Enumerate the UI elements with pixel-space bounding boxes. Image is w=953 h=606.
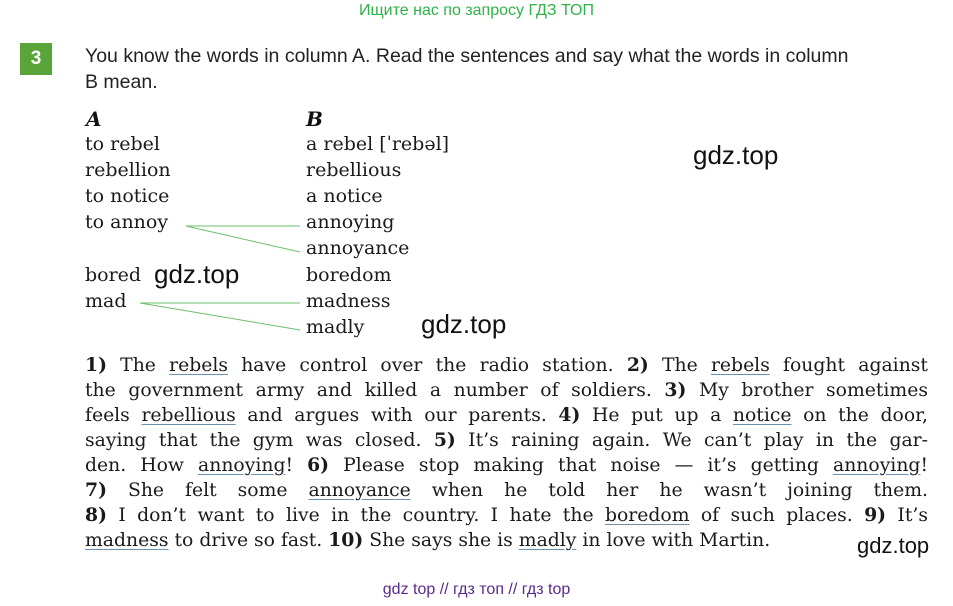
column-b-word: rebellious: [306, 159, 402, 181]
watermark: gdz.top: [693, 140, 779, 170]
sentence-text: the government army and killed a number of soldiers.: [85, 380, 665, 401]
column-b-word: boredom: [306, 264, 392, 286]
sentence-number: 1): [85, 354, 107, 376]
column-b-word: a rebel [ˈrebəl]: [306, 133, 450, 155]
column-b-word: annoyance: [306, 237, 410, 259]
paragraph-line: [85, 478, 928, 503]
column-a-word: bored: [85, 264, 142, 286]
header-search-link[interactable]: Ищите нас по запросу ГДЗ ТОП: [359, 2, 594, 19]
underlined-word: annoying: [833, 455, 921, 476]
sentence-text: saying that the gym was closed.: [85, 430, 434, 451]
column-b-heading: B: [306, 107, 323, 131]
sentence-text: on the door,: [791, 405, 929, 426]
sentence-text: He put up a: [580, 405, 733, 426]
underlined-word: rebellious: [141, 405, 236, 426]
column-a-word: mad: [85, 290, 127, 312]
column-b-word: madly: [306, 316, 365, 338]
underlined-word: boredom: [604, 505, 690, 526]
underlined-word: madly: [518, 530, 577, 551]
sentence-text: feels: [85, 405, 142, 426]
sentence-number: 3): [664, 379, 687, 401]
connector-annoy-annoyance: [186, 226, 300, 252]
watermark: gdz.top: [421, 309, 507, 339]
sentence-text: My brother sometimes: [686, 380, 928, 401]
column-a-heading: A: [86, 107, 102, 131]
sentence-text: I don’t want to live in the country. I hate the: [106, 505, 605, 526]
underlined-word: annoying: [198, 455, 286, 476]
sentence-number: 6): [307, 454, 330, 476]
instruction-line-2: B mean.: [85, 71, 158, 93]
footer-text: gdz top // гдз топ // гдз top: [382, 581, 571, 598]
sentence-number: 5): [433, 429, 456, 451]
paragraph-line: [85, 353, 928, 378]
underlined-word: madness: [85, 530, 169, 551]
sentence-text: in love with Martin.: [576, 530, 771, 551]
paragraph-line: [85, 528, 928, 553]
sentence-number: 2): [626, 354, 649, 376]
sentence-text: !: [920, 455, 928, 476]
column-a-word: to annoy: [85, 211, 169, 233]
underlined-word: rebels: [710, 355, 770, 376]
paragraph-line: [85, 428, 928, 453]
sentence-number: 7): [85, 479, 107, 501]
column-a-word: rebellion: [85, 159, 171, 181]
sentence-text: It’s: [886, 505, 928, 526]
exercise-paragraph: [85, 353, 928, 553]
sentence-text: fought against: [769, 355, 928, 376]
sentence-text: den. How: [85, 455, 199, 476]
sentence-text: She says she is: [363, 530, 519, 551]
sentence-text: It’s raining again. We can’t play in the gar-: [455, 430, 929, 451]
paragraph-line: [85, 403, 928, 428]
sentence-text: Please stop making that noise — it’s getting: [329, 455, 833, 476]
sentence-number: 8): [85, 504, 107, 526]
paragraph-line: [85, 503, 928, 528]
column-b-word: madness: [306, 290, 391, 312]
watermark: gdz.top: [154, 259, 240, 289]
sentence-text: !: [285, 455, 308, 476]
sentence-text: and argues with our parents.: [235, 405, 559, 426]
sentence-number: 9): [864, 504, 887, 526]
underlined-word: rebels: [169, 355, 228, 376]
sentence-text: to drive so fast.: [168, 530, 329, 551]
sentence-text: when he told her he wasn’t joining them.: [410, 480, 928, 501]
watermark: gdz.top: [857, 533, 930, 558]
underlined-word: notice: [732, 405, 792, 426]
paragraph-line: [85, 378, 928, 403]
sentence-text: The: [106, 355, 170, 376]
connector-mad-madly: [140, 303, 300, 330]
instruction-line-1: You know the words in column A. Read the sentences and say what the words in column: [85, 45, 849, 67]
exercise-number-badge: 3: [20, 43, 52, 75]
column-a-word: to notice: [85, 185, 170, 207]
column-b-word: annoying: [306, 211, 395, 233]
sentence-text: have control over the radio station.: [228, 355, 627, 376]
sentence-text: The: [648, 355, 711, 376]
column-b-word: a notice: [306, 185, 383, 207]
column-a-word: to rebel: [85, 133, 160, 155]
sentence-text: of such places.: [689, 505, 865, 526]
underlined-word: annoyance: [308, 480, 411, 501]
sentence-number: 10): [328, 529, 364, 551]
sentence-number: 4): [558, 404, 581, 426]
sentence-text: She felt some: [106, 480, 309, 501]
paragraph-line: [85, 453, 928, 478]
